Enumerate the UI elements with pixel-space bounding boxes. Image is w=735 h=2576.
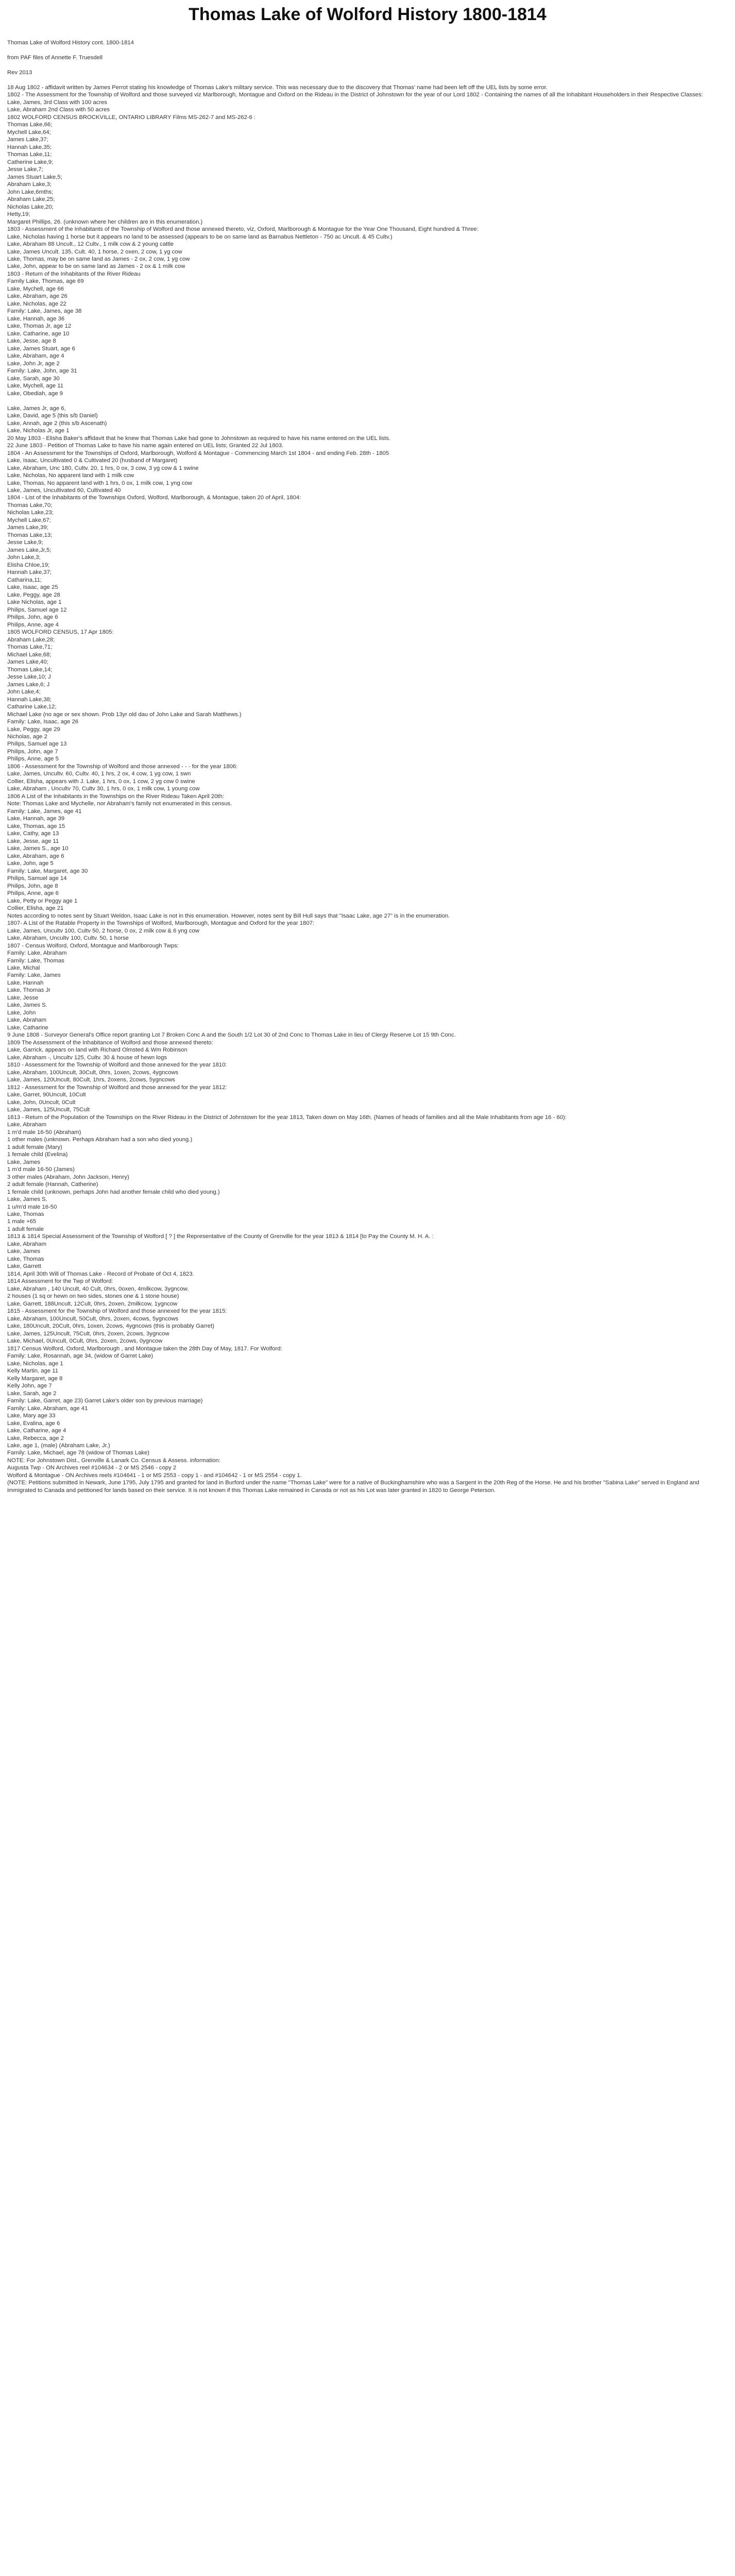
text-line: Lake, Abraham -, Uncultv 125, Cultv. 30 & house of hewn logs: [7, 1054, 167, 1061]
text-line: Lake, Michael, 0Uncult, 0Cult, 0hrs, 2oxen, 2cows, 0ygncow: [7, 1338, 163, 1345]
text-line: Augusta Twp - ON Archives reel #104634 - 2 or MS 2546 - copy 2: [7, 1465, 177, 1471]
page-title: Thomas Lake of Wolford History 1800-1814: [189, 5, 546, 24]
text-line: Lake, James S., age 10: [7, 845, 69, 852]
text-line: Family Lake, Thomas, age 69: [7, 278, 84, 285]
text-line: 1813 - Return of the Population of the Townships on the River Rideau in the District of Johnstown for the year 1813, Taken down on May 16th. (Names of heads of families and all the Male Inhabitants from age 16 - 60):: [7, 1114, 567, 1121]
text-line: Lake, 180Uncult, 20Cult, 0hrs, 1oxen, 2cows, 4ygncows (this is probably Garret): [7, 1323, 214, 1330]
text-line: Jesse Lake,10; J: [7, 674, 51, 681]
text-line: Jesse Lake,9;: [7, 539, 43, 546]
text-line: Lake, Mychell, age 66: [7, 285, 64, 292]
text-line: 1806 - Assessment for the Township of Wolford and those annexed - - - for the year 1806:: [7, 763, 238, 770]
text-line: Lake, James S.: [7, 1196, 47, 1203]
text-line: Lake, Thomas: [7, 1256, 44, 1262]
text-line: 1 other males (unknown. Perhaps Abraham had a son who died young.): [7, 1137, 193, 1143]
text-line: 1809 The Assessment of the Inhabitance of Wolford and those annexed thereto:: [7, 1039, 213, 1046]
text-line: 1806 A List of the Inhabitants in the Townships on the River Rideau Taken April 20th:: [7, 793, 224, 800]
text-line: James Lake,Jr,5;: [7, 547, 52, 553]
text-line: 1 m'd male 16-50 (Abraham): [7, 1129, 81, 1136]
text-line: [7, 397, 728, 404]
text-line: Lake, Thomas, age 15: [7, 823, 65, 829]
text-line: Family: Lake, Abraham, age 41: [7, 1405, 88, 1412]
text-line: 1805 WOLFORD CENSUS, 17 Apr 1805:: [7, 629, 114, 636]
text-line: Lake, Sarah, age 30: [7, 375, 60, 382]
text-line: James Lake,39;: [7, 524, 48, 531]
text-line: Lake, Abraham: [7, 1017, 46, 1024]
text-line: Hannah Lake,35;: [7, 144, 52, 150]
text-line: Lake, Abraham: [7, 1241, 46, 1247]
text-line: 2 adult female (Hannah, Catherine): [7, 1181, 98, 1188]
text-line: John Lake,6mths;: [7, 189, 54, 195]
text-line: Lake, Garrett: [7, 1263, 41, 1270]
text-line: Thomas Lake,14;: [7, 666, 53, 673]
text-line: 1 female child (unknown, perhaps John had another female child who died young.): [7, 1189, 220, 1195]
text-line: Family: Lake, Abraham: [7, 950, 67, 957]
text-line: Lake, James: [7, 1248, 41, 1255]
text-line: 1 u/m'd male 16-50: [7, 1204, 57, 1210]
text-line: Abraham Lake,3;: [7, 181, 52, 188]
text-line: Lake, James: [7, 1159, 41, 1165]
document-body: [7, 39, 728, 1494]
text-line: 1807 - Census Wolford, Oxford, Montague and Marlborough Twps:: [7, 942, 179, 949]
text-line: Lake, James, 120Uncult, 80Cult, 1hrs, 2oxens, 2cows, 5ygncows: [7, 1077, 175, 1083]
text-line: Lake, Hannah: [7, 979, 44, 986]
text-line: Margaret Phillips, 26. (unknown where her children are in this enumeration.): [7, 218, 203, 225]
text-line: Note: Thomas Lake and Mychelle, nor Abraham's family not enumerated in this census.: [7, 801, 232, 807]
text-line: Kelly John, age 7: [7, 1383, 52, 1389]
text-line: Lake, Abraham, Uncultv 100, Cultv. 50, 1 horse: [7, 935, 129, 942]
text-line: [7, 76, 728, 83]
text-line: 1812 - Assessment for the Township of Wolford and those annexed for the year 1812:: [7, 1084, 227, 1091]
text-line: 1803 - Assessment of the Inhabitants of the Township of Wolford and those annexed thereto, viz, Oxford, Marlborough & Montague for the Year One Thousand, Eight hundred & Three:: [7, 226, 478, 233]
text-line: Family: Lake, Rosannah, age 34, (widow of Garret Lake): [7, 1353, 153, 1360]
text-line: Lake, James, 125Uncult, 75Cult, 0hrs, 2oxen, 2cows, 3ygncow: [7, 1330, 169, 1337]
text-line: Lake, Catharine: [7, 1024, 48, 1031]
text-line: John Lake,3;: [7, 554, 41, 561]
text-line: Lake, Abraham, age 6: [7, 853, 64, 859]
text-line: Lake, Thomas, No apparent land with 1 hrs, 0 ox, 1 milk cow, 1 yng cow: [7, 480, 192, 486]
text-line: Lake, Isaac, Uncultivated 0 & Cultivated 20 (husband of Margaret): [7, 457, 178, 464]
text-line: 1802 - The Assessment for the Township of Wolford and those surveyed viz Marlborough, Montague and Oxford on the Rideau in the District of Johnstown for the year of our Lord 1802 - Containing the names of all the Inhabitant Householders in their Respective Classes:: [7, 92, 703, 98]
text-line: Nicholas, age 2: [7, 733, 47, 740]
text-line: Lake, John, 0Uncult, 0Cult: [7, 1099, 76, 1106]
text-line: (NOTE: Petitions submitted in Newark, June 1795, July 1795 and granted for land in Burford under the name "Thomas Lake" were for a native of Buckinghamshire who was a Sargent in the 20th Reg of the Horse. He and his brother "Sabina Lake" served in England and immigrated to Canada and petitioned for lands based on their service. It is not known if this Thomas Lake remained in Canada or not as his Lot was later granted in 1820 to George Peterson.: [7, 1480, 699, 1494]
text-line: Thomas Lake,13;: [7, 532, 53, 538]
text-line: Abraham Lake,25;: [7, 196, 55, 203]
text-line: Michael Lake (no age or sex shown. Prob 13yr old dau of John Lake and Sarah Matthews.): [7, 711, 242, 718]
text-line: Lake, Petty or Peggy age 1: [7, 897, 78, 904]
text-line: Thomas Lake,70;: [7, 502, 53, 509]
text-line: Kelly Margaret, age 8: [7, 1375, 63, 1382]
text-line: Lake, Jesse, age 11: [7, 838, 59, 844]
text-line: Nicholas Lake,20;: [7, 204, 54, 210]
text-line: Family: Lake, Isaac, age 26: [7, 719, 79, 725]
text-line: Lake, Catharine, age 4: [7, 1428, 66, 1434]
text-line: Lake, Cathy, age 13: [7, 831, 59, 837]
text-line: Lake, Thomas Jr: [7, 987, 50, 994]
text-line: Lake, Abraham, age 26: [7, 293, 67, 300]
text-line: Collier, Elisha, age 21: [7, 905, 64, 912]
text-line: 3 other males (Abraham, John Jackson, Henry): [7, 1174, 129, 1180]
text-line: Lake, Abraham, 100Uncult, 30Cult, 0hrs, 1oxen, 2cows, 4ygncows: [7, 1069, 179, 1076]
text-line: from PAF files of Annette F. Truesdell: [7, 54, 103, 61]
text-line: Lake, John, appear to be on same land as James - 2 ox & 1 milk cow: [7, 263, 185, 270]
text-line: 1810 - Assessment for the Township of Wolford and those annexed for the year 1810:: [7, 1062, 227, 1069]
text-line: Family: Lake, Thomas: [7, 957, 64, 964]
text-line: Philips, Samuel age 14: [7, 875, 67, 882]
text-line: Abraham Lake,28;: [7, 636, 55, 643]
text-line: Family: Lake, James, age 38: [7, 308, 82, 315]
text-line: Philips, John, age 8: [7, 883, 58, 889]
text-line: Family: Lake, James: [7, 972, 61, 979]
text-line: Lake, Jesse: [7, 994, 39, 1001]
text-line: Philips, Anne, age 4: [7, 621, 59, 628]
text-line: Lake, age 1, (male) (Abraham Lake, Jr.): [7, 1443, 110, 1449]
text-line: Notes according to notes sent by Stuart Weldon, Isaac Lake is not in this enumeration. However, notes sent by Bill Hull says that "Isaac Lake, age 27" is in the enumeration.: [7, 912, 450, 919]
text-line: Catharine Lake,12;: [7, 704, 57, 710]
text-line: Thomas Lake of Wolford History cont. 1800-1814: [7, 40, 134, 46]
text-line: 1814 Assessment for the Twp of Wolford:: [7, 1278, 113, 1285]
text-line: Lake, Hannah, age 36: [7, 315, 65, 322]
text-line: Mychell Lake,67;: [7, 517, 51, 523]
text-line: Philips, John, age 7: [7, 748, 58, 755]
text-line: 9 June 1808 - Surveyor General's Office report granting Lot 7 Broken Conc A and the South 1/2 Lot 30 of 2nd Conc to Thomas Lake in lieu of Clergy Reserve Lot 15 9th Conc.: [7, 1032, 456, 1039]
text-line: Lake, Thomas, may be on same land as James - 2 ox, 2 cow, 1 yg cow: [7, 256, 190, 262]
text-line: Lake, James Stuart, age 6: [7, 345, 75, 352]
text-line: 20 May 1803 - Elisha Baker's affidavit that he knew that Thomas Lake had gone to Johnstown as required to have his name entered on the UEL lists.: [7, 435, 391, 442]
text-line: Lake, Abraham, 100Uncult, 50Cult, 0hrs, 2oxen, 4cows, 5ygncows: [7, 1315, 179, 1322]
text-line: Lake, Garrett, 188Uncult, 12Cult, 0hrs, 2oxen, 2milkcow, 1ygncow: [7, 1300, 178, 1307]
text-line: John Lake,4;: [7, 689, 41, 696]
text-line: Thomas Lake,11;: [7, 151, 52, 158]
text-line: Lake, James, Uncultv 100, Cultv 50, 2 horse, 0 ox, 2 milk cow & 6 yng cow: [7, 927, 199, 934]
text-line: Lake, Nicholas, No apparent land with 1 milk cow: [7, 472, 134, 479]
text-line: 1 adult female: [7, 1226, 44, 1232]
text-line: Lake, Abraham, Unc 180, Cultv. 20, 1 hrs, 0 ox, 3 cow, 3 yg cow & 1 swine: [7, 465, 199, 471]
text-line: NOTE: For Johnstown Dist., Grenville & Lanark Co. Census & Assess. information:: [7, 1457, 220, 1464]
text-line: 1814, April 30th Will of Thomas Lake - Record of Probate of Oct 4, 1823.: [7, 1270, 194, 1277]
text-line: Lake, Isaac, age 25: [7, 584, 58, 591]
text-line: Lake, Peggy, age 28: [7, 591, 60, 598]
text-line: James Stuart Lake,5;: [7, 174, 62, 180]
text-line: Lake, Abraham , Uncultv 70, Cultv 30, 1 hrs, 0 ox, 1 milk cow, 1 young cow: [7, 786, 200, 792]
text-line: Lake, Nicholas, age 22: [7, 300, 66, 307]
text-line: Lake, Abraham, age 4: [7, 353, 64, 360]
text-line: Lake, John, age 5: [7, 860, 54, 867]
text-line: Lake, Abraham 88 Uncult., 12 Cultv., 1 milk cow & 2 young cattle: [7, 241, 174, 248]
text-line: Lake, James Uncult. 135, Cult. 40, 1 horse, 2 oxen, 2 cow, 1 yg cow: [7, 248, 182, 255]
text-line: Lake, Abraham 2nd Class with 50 acres: [7, 107, 110, 113]
text-line: Lake, Catharine, age 10: [7, 330, 70, 337]
text-line: [7, 61, 728, 69]
text-line: Hannah Lake,38;: [7, 696, 52, 703]
text-line: 1 adult female (Mary): [7, 1144, 62, 1150]
text-line: [7, 46, 728, 54]
text-line: Nicholas Lake,23;: [7, 510, 54, 516]
text-line: 1802 WOLFORD CENSUS BROCKVILLE, ONTARIO LIBRARY Films MS-262-7 and MS-262-6 :: [7, 114, 256, 121]
text-line: Hannah Lake,37;: [7, 569, 52, 576]
text-line: Lake, Annah, age 2 (this s/b Ascenath): [7, 420, 107, 427]
text-line: Lake, James, 125Uncult, 75Cult: [7, 1107, 90, 1113]
text-line: Family: Lake, Michael, age 78 (widow of Thomas Lake): [7, 1450, 150, 1456]
text-line: 1804 - List of the Inhabitants of the Townships Oxford, Wolford, Marlborough, & Montague, taken 20 of April, 1804:: [7, 495, 301, 501]
text-line: Rev 2013: [7, 69, 32, 76]
text-line: 1815 - Assessment for the Township of Wolford and those annexed for the year 1815:: [7, 1308, 227, 1315]
text-line: Michael Lake,68;: [7, 651, 52, 658]
text-line: Lake, Mychell, age 11: [7, 383, 64, 389]
text-line: Lake, John: [7, 1009, 36, 1016]
text-line: Lake, Hannah, age 39: [7, 816, 65, 822]
text-line: Mychell Lake,64;: [7, 129, 51, 135]
text-line: Wolford & Montague - ON Archives reels #104641 - 1 or MS 2553 - copy 1 - and #104642 - 1 or MS 2554 - copy 1.: [7, 1472, 302, 1479]
text-line: Lake, David, age 5 (this s/b Daniel): [7, 413, 98, 419]
text-line: James Lake,6; J: [7, 681, 50, 688]
text-line: 2 houses (1 sq or hewn on two sides, stones one & 1 stone house): [7, 1293, 179, 1300]
text-line: Lake, Michal: [7, 965, 40, 971]
text-line: Lake, Nicholas, age 1: [7, 1360, 63, 1367]
text-line: Lake, Peggy, age 29: [7, 726, 60, 733]
text-line: James Lake,37;: [7, 137, 48, 143]
text-line: Family: Lake, James, age 41: [7, 808, 82, 815]
text-line: Philips, Anne, age 5: [7, 756, 59, 762]
text-line: Philips, Samuel age 12: [7, 606, 67, 613]
text-line: 18 Aug 1802 - affidavit written by James Perrot stating his knowledge of Thomas Lake's military service. This was necessary due to the discovery that Thomas' name had been left off the UEL lists by some error.: [7, 84, 548, 91]
text-line: Lake, James, Uncultv. 60, Cultv. 40, 1 hrs, 2 ox, 4 cow, 1 yg cow, 1 swn: [7, 771, 191, 777]
text-line: Lake, James, Uncultivated 60, Cultivated 40: [7, 487, 121, 494]
text-line: Philips, John, age 6: [7, 614, 58, 621]
text-line: Family: Lake, Margaret, age 30: [7, 868, 88, 874]
text-line: Hetty,19;: [7, 211, 30, 218]
text-line: 1807- A List of the Ratable Property in the Townships of Wolford, Marlborough, Montague and Oxford for the year 1807:: [7, 920, 315, 927]
text-line: Family: Lake, John, age 31: [7, 368, 77, 375]
text-line: Collier, Elisha, appears with J. Lake, 1 hrs, 0 ox, 1 cow, 2 yg cow 0 swine: [7, 778, 195, 785]
text-line: Lake, Mary age 33: [7, 1413, 56, 1419]
text-line: 1 male +65: [7, 1218, 37, 1225]
text-line: Kelly Martin, age 11: [7, 1368, 59, 1375]
text-line: 1817 Census Wolford, Oxford, Marlborough , and Montague taken the 28th Day of May, 1817. For Wolford:: [7, 1345, 282, 1352]
text-line: 22 June 1803 - Petition of Thomas Lake to have his name again entered on UEL lists; Granted 22 Jul 1803.: [7, 443, 284, 449]
text-line: Catharina,11;: [7, 577, 42, 583]
text-line: James Lake,40;: [7, 659, 48, 666]
text-line: Family: Lake, Garret, age 23) Garret Lake's older son by previous marriage): [7, 1398, 203, 1404]
text-line: Philips, Samuel age 13: [7, 741, 67, 748]
text-line: Lake, John Jr, age 2: [7, 360, 60, 367]
text-line: Thomas Lake,71;: [7, 644, 53, 651]
text-line: 1 female child (Evelina): [7, 1151, 68, 1158]
text-line: Lake, Nicholas having 1 horse but it appears no land to be assessed (appears to be on same land as Barnabus Nettleton - 750 ac Uncult. & 45 Cultv.): [7, 233, 392, 240]
text-line: Lake, Garrick, appears on land with Richard Olmsted & Wm Robinson: [7, 1047, 187, 1054]
text-line: Lake Nicholas, age 1: [7, 599, 62, 606]
text-line: 1 m'd male 16-50 (James): [7, 1166, 75, 1173]
text-line: Lake, Abraham , 140 Uncult, 40 Cult, 0hrs, 0oxen, 4milkcow, 3ygncow.: [7, 1285, 189, 1292]
text-line: Lake, James S.: [7, 1002, 47, 1009]
text-line: Philips, Anne, age 6: [7, 890, 59, 897]
text-line: Lake, Evalina, age 6: [7, 1420, 60, 1427]
text-line: 1813 & 1814 Special Assessment of the Township of Wolford [ ? ] the Representative of the County of Grenville for the year 1813 & 1814 [to Pay the County M. H. A. :: [7, 1233, 434, 1240]
text-line: 1803 - Return of the Inhabitants of the River Rideau: [7, 270, 141, 277]
text-line: Lake, Thomas Jr, age 12: [7, 323, 72, 330]
text-line: 1804 - An Assessment for the Townships of Oxford, Marlborough, Wolford & Montague - Commencing March 1st 1804 - and ending Feb. 28th - 1805: [7, 450, 389, 456]
text-line: Lake, Garret, 90Uncult, 10Cult: [7, 1092, 86, 1098]
text-line: Lake, James, 3rd Class with 100 acres: [7, 99, 108, 106]
text-line: Lake, Sarah, age 2: [7, 1390, 57, 1397]
text-line: Catherine Lake,9;: [7, 159, 54, 165]
text-line: Lake, James Jr, age 6,: [7, 405, 66, 412]
text-line: Lake, Thomas: [7, 1211, 44, 1217]
text-line: Lake, Abraham: [7, 1122, 46, 1128]
text-line: Lake, Nicholas Jr, age 1: [7, 428, 70, 434]
text-line: Lake, Jesse, age 8: [7, 338, 56, 345]
text-line: Lake, Rebecca, age 2: [7, 1435, 64, 1442]
text-line: Lake, Obediah, age 9: [7, 390, 63, 397]
text-line: Jesse Lake,7;: [7, 166, 43, 173]
text-line: Thomas Lake,66;: [7, 122, 53, 128]
text-line: Elisha Chloe,19;: [7, 562, 50, 568]
